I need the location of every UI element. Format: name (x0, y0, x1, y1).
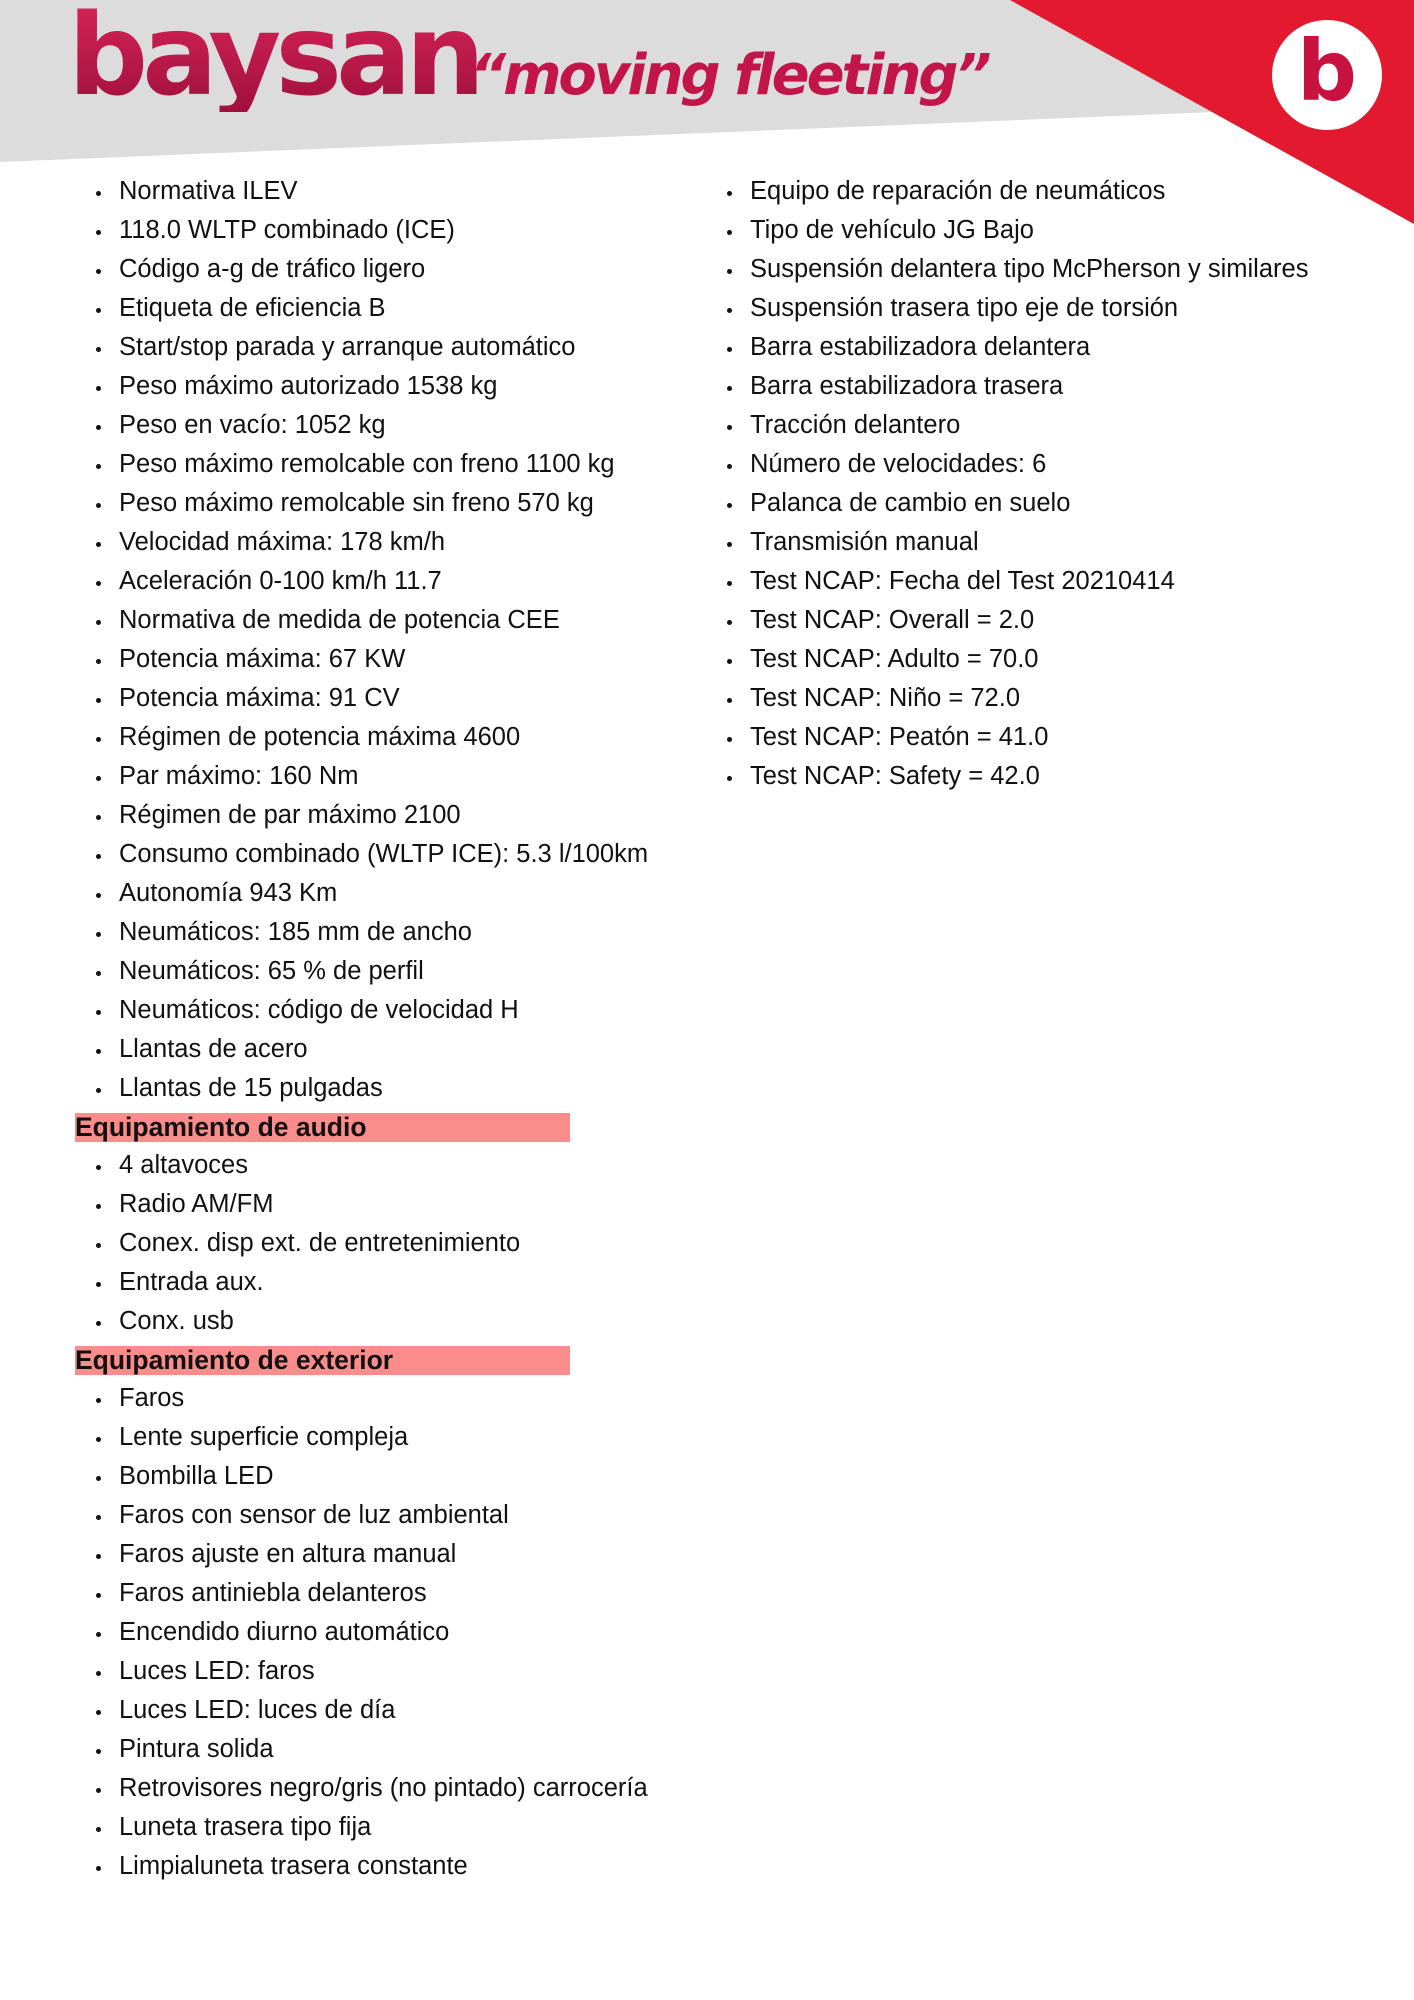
list-item: Test NCAP: Fecha del Test 20210414 (700, 562, 1414, 601)
list-item: Código a-g de tráfico ligero (0, 250, 700, 289)
list-item: Número de velocidades: 6 (700, 445, 1414, 484)
list-item: Lente superficie compleja (0, 1418, 700, 1457)
list-item: Limpialuneta trasera constante (0, 1847, 700, 1886)
list-item: Neumáticos: 185 mm de ancho (0, 913, 700, 952)
list-item: Normativa de medida de potencia CEE (0, 601, 700, 640)
list-item: Encendido diurno automático (0, 1613, 700, 1652)
equipment-sections (0, 1113, 700, 1886)
list-item: Régimen de par máximo 2100 (0, 796, 700, 835)
list-item: 118.0 WLTP combinado (ICE) (0, 211, 700, 250)
list-item: Neumáticos: 65 % de perfil (0, 952, 700, 991)
brand-logo-text: baysan (68, 0, 480, 121)
list-item: Par máximo: 160 Nm (0, 757, 700, 796)
list-item: Peso máximo remolcable sin freno 570 kg (0, 484, 700, 523)
list-item: Faros (0, 1379, 700, 1418)
list-item: Consumo combinado (WLTP ICE): 5.3 l/100km (0, 835, 700, 874)
list-item: Autonomía 943 Km (0, 874, 700, 913)
list-item: Luneta trasera tipo fija (0, 1808, 700, 1847)
list-item: Retrovisores negro/gris (no pintado) carrocería (0, 1769, 700, 1808)
list-item: Test NCAP: Adulto = 70.0 (700, 640, 1414, 679)
list-item: Barra estabilizadora delantera (700, 328, 1414, 367)
section-list (0, 1379, 700, 1886)
list-item: Test NCAP: Peatón = 41.0 (700, 718, 1414, 757)
section-title: Equipamiento de exterior (75, 1346, 570, 1375)
list-item: Peso máximo autorizado 1538 kg (0, 367, 700, 406)
vehicle-specs-list (0, 172, 700, 1108)
list-item: Luces LED: faros (0, 1652, 700, 1691)
list-item: Faros con sensor de luz ambiental (0, 1496, 700, 1535)
vehicle-specs-list-right (700, 172, 1414, 796)
list-item: Test NCAP: Safety = 42.0 (700, 757, 1414, 796)
list-item: Conex. disp ext. de entretenimiento (0, 1224, 700, 1263)
list-item: 4 altavoces (0, 1146, 700, 1185)
brand-slogan: “moving fleeting” (470, 43, 989, 108)
list-item: Potencia máxima: 67 KW (0, 640, 700, 679)
list-item: Faros ajuste en altura manual (0, 1535, 700, 1574)
brand-badge-letter: b (1296, 22, 1358, 120)
list-item: Potencia máxima: 91 CV (0, 679, 700, 718)
list-item: Normativa ILEV (0, 172, 700, 211)
list-item: Equipo de reparación de neumáticos (700, 172, 1414, 211)
list-item: Velocidad máxima: 178 km/h (0, 523, 700, 562)
list-item: Suspensión delantera tipo McPherson y similares (700, 250, 1414, 289)
list-item: Test NCAP: Niño = 72.0 (700, 679, 1414, 718)
list-item: Test NCAP: Overall = 2.0 (700, 601, 1414, 640)
section-list (0, 1146, 700, 1341)
right-column (700, 172, 1414, 796)
list-item: Palanca de cambio en suelo (700, 484, 1414, 523)
list-item: Neumáticos: código de velocidad H (0, 991, 700, 1030)
list-item: Tracción delantero (700, 406, 1414, 445)
list-item: Conx. usb (0, 1302, 700, 1341)
list-item: Aceleración 0-100 km/h 11.7 (0, 562, 700, 601)
list-item: Pintura solida (0, 1730, 700, 1769)
list-item: Barra estabilizadora trasera (700, 367, 1414, 406)
list-item: Llantas de acero (0, 1030, 700, 1069)
left-column (0, 172, 700, 1886)
list-item: Suspensión trasera tipo eje de torsión (700, 289, 1414, 328)
list-item: Peso máximo remolcable con freno 1100 kg (0, 445, 700, 484)
section-title: Equipamiento de audio (75, 1113, 570, 1142)
list-item: Tipo de vehículo JG Bajo (700, 211, 1414, 250)
list-item: Régimen de potencia máxima 4600 (0, 718, 700, 757)
list-item: Bombilla LED (0, 1457, 700, 1496)
list-item: Entrada aux. (0, 1263, 700, 1302)
list-item: Faros antiniebla delanteros (0, 1574, 700, 1613)
list-item: Llantas de 15 pulgadas (0, 1069, 700, 1108)
list-item: Start/stop parada y arranque automático (0, 328, 700, 367)
brand-badge-icon (1272, 20, 1382, 130)
list-item: Radio AM/FM (0, 1185, 700, 1224)
list-item: Luces LED: luces de día (0, 1691, 700, 1730)
list-item: Etiqueta de eficiencia B (0, 289, 700, 328)
list-item: Transmisión manual (700, 523, 1414, 562)
list-item: Peso en vacío: 1052 kg (0, 406, 700, 445)
